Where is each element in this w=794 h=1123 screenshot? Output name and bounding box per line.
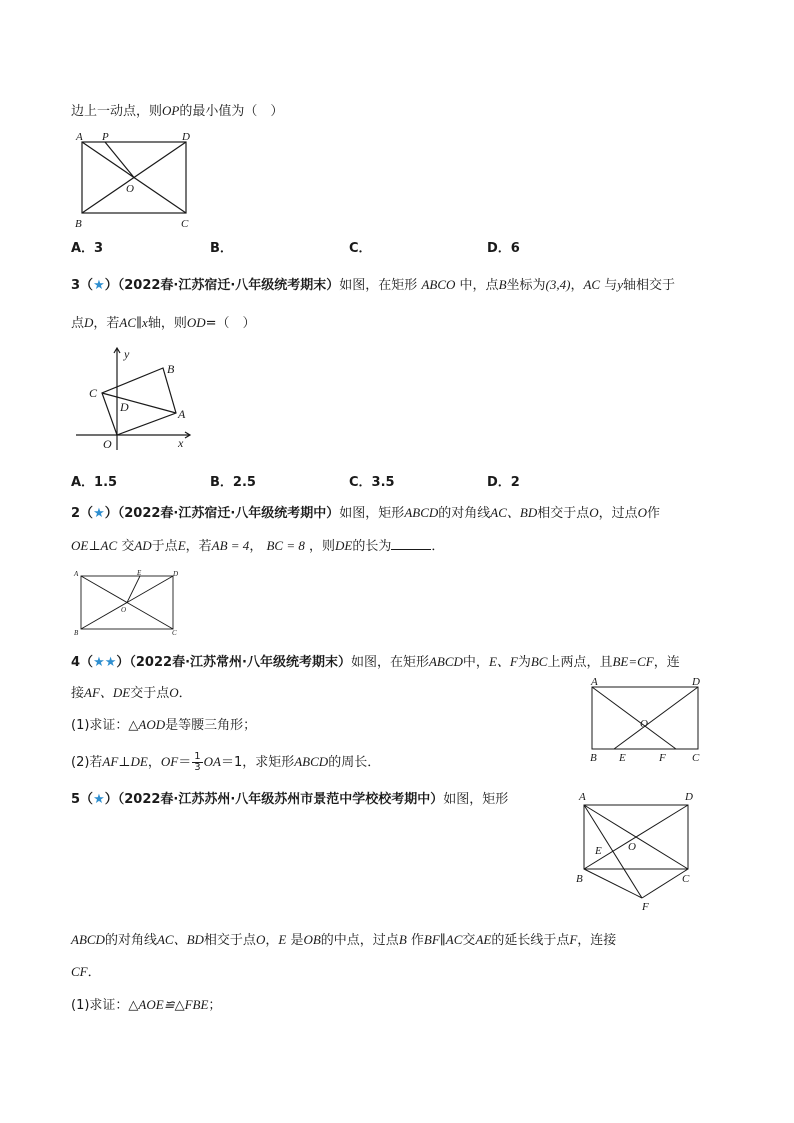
- q3-stem-line2: 点D，若AC∥x轴，则OD=（ ）: [71, 315, 256, 331]
- fig5-label-f: F: [642, 901, 649, 913]
- fig2-label-a: A: [74, 570, 79, 578]
- fig5-label-c: C: [682, 873, 690, 885]
- fig1-label-d: D: [182, 131, 190, 143]
- fig4-label-c: C: [692, 752, 700, 764]
- q5-part1: (1)求证：△AOE≌△FBE；: [71, 997, 222, 1013]
- fig5-label-e: E: [595, 845, 602, 857]
- q-top-choice-c: C．: [349, 241, 372, 256]
- q5-stem-line2: ABCD的对角线AC、BD相交于点O，E 是OB的中点，过点B 作BF∥AC交AE的延长线于点F，连接: [71, 932, 617, 948]
- q4-stem-line2: 接AF、DE交于点O．: [71, 685, 192, 701]
- fig1-label-c: C: [181, 218, 189, 230]
- figure-rect-op: [72, 128, 197, 233]
- fig1-label-a: A: [76, 131, 83, 143]
- fig4-label-b: B: [590, 752, 597, 764]
- fig3-label-x: x: [178, 436, 184, 450]
- fig5-label-b: B: [576, 873, 583, 885]
- fig4-label-e: E: [619, 752, 626, 764]
- fig3-label-c: C: [89, 386, 98, 400]
- star-icon: ★: [93, 278, 105, 293]
- q2-stem-line1: 2（★）（2022春·江苏宿迁·八年级统考期中）如图，矩形ABCD的对角线AC、BD相交于点O，过点O作: [71, 505, 661, 521]
- figure-coordinate-rect: [72, 340, 202, 452]
- fig5-label-o: O: [628, 841, 636, 853]
- figure-rect-oe: [72, 566, 187, 638]
- fig4-label-f: F: [659, 752, 666, 764]
- q3-stem-line1: 3（★）（2022春·江苏宿迁·八年级统考期末）如图，在矩形 ABCO 中，点B坐标为(3,4)，AC 与y轴相交于: [71, 277, 676, 293]
- q-top-choice-d: D．6: [487, 241, 520, 256]
- q4-stem-line1: 4（★★）（2022春·江苏常州·八年级统考期末）如图，在矩形ABCD中，E、F为BC上两点，且BE=CF，连: [71, 654, 680, 670]
- fig3-label-a: A: [178, 407, 186, 421]
- q4-part2: (2)若AF⊥DE，OF＝ $\frac{1}{3}$ OA＝1，求矩形ABCD的周长．: [71, 751, 381, 773]
- fig2-label-d: D: [173, 570, 179, 578]
- fig4-label-o: O: [640, 718, 648, 730]
- fig2-label-o: O: [121, 606, 127, 614]
- q3-choice-a: A．1.5: [71, 475, 118, 490]
- star-icon: ★: [93, 792, 105, 807]
- q4-part1: (1)求证：△AOD是等腰三角形；: [71, 717, 257, 733]
- fig3-label-d: D: [120, 400, 129, 414]
- q-top-stem: 边上一动点，则OP的最小值为（ ）: [71, 103, 284, 119]
- fig2-label-e: E: [137, 569, 142, 577]
- star-icon: ★: [93, 506, 105, 521]
- fig1-label-b: B: [75, 218, 82, 230]
- answer-blank: [391, 537, 431, 550]
- q3-choice-d: D．2: [487, 475, 520, 490]
- q-top-choice-a: A．3: [71, 241, 104, 256]
- fig2-label-c: C: [172, 629, 177, 637]
- q-top-choice-b: B．: [210, 241, 233, 256]
- q3-choice-c: C．3.5: [349, 475, 395, 490]
- fig2-label-b: B: [74, 629, 79, 637]
- fig5-label-d: D: [685, 791, 693, 803]
- figure-rect-bf: [572, 786, 702, 916]
- q3-choice-b: B．2.5: [210, 475, 256, 490]
- star-icon: ★★: [93, 655, 117, 670]
- fig1-label-p: P: [102, 131, 109, 143]
- fig3-label-b: B: [167, 362, 175, 376]
- fraction: $\frac{1}{3}$: [194, 751, 201, 773]
- fig4-label-d: D: [692, 676, 700, 688]
- fig1-label-o: O: [126, 183, 134, 195]
- fig3-label-y: y: [124, 347, 130, 361]
- q5-stem-line1: 5（★）（2022春·江苏苏州·八年级苏州市景范中学校校考期中）如图，矩形: [71, 792, 509, 807]
- fig5-label-a: A: [579, 791, 586, 803]
- q2-stem-line2: OE⊥AC 交AD于点E，若AB = 4， BC = 8 ，则DE的长为 ．: [71, 538, 445, 554]
- fig4-label-a: A: [591, 676, 598, 688]
- fig3-label-o: O: [103, 437, 112, 451]
- q5-stem-line3: CF．: [71, 964, 101, 980]
- figure-rect-ef: [586, 674, 711, 770]
